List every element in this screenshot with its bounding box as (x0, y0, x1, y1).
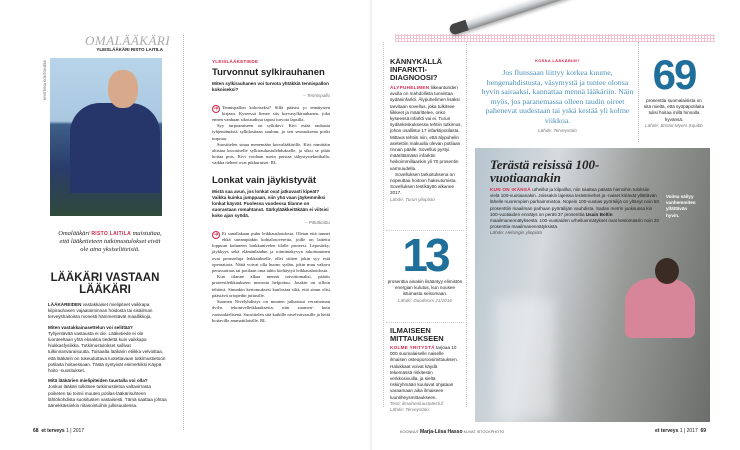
lead-caps: LÄÄKÄREIDEN (48, 302, 82, 307)
measurement-caps: KOLME YRITYSTÄ (390, 345, 435, 350)
credits-name: Marja-Liisa Hasso (419, 429, 463, 435)
author-photo (50, 58, 162, 216)
stat-69-value: 69 (652, 51, 696, 98)
intro-text: muistuttaa, että lääketieteen tutkimustulokset eivät ole aina yksiselitteisiä. (59, 230, 162, 253)
magazine-name: et terveys (655, 428, 679, 434)
article-2-p2: Kun tilanne alkaa mennä toivottomaksi, päätös proteesileikkaukseen menosta helpottuu. Jotakin on silloin tehtävä. Sinunkin kertomuksesi kuulostaa siltä, että sinun olisi päästävä ortopedin juttusille. (212, 274, 330, 298)
photo-credit: KRISTIINA KONTONIEMI (43, 60, 47, 100)
article-1-signature: – Tennispallo (303, 93, 330, 99)
column-title: OMALÄÄKÄRI (85, 33, 171, 48)
gutter (369, 0, 373, 450)
pink-band (395, 34, 715, 42)
face (108, 70, 138, 108)
article-2-question: Mistä saa avun, jos lonkat ovat jatkuvasti kipeät? Vaikka kuinka jumppaan, niin yhä vaan jäykemmiksi lonkat käyvät. Puolessa vuodessa tilanne on suorastaan romahtanut. Särkylääkkeitäkään ei viitsisi koko ajan syödä. (212, 188, 329, 219)
magazine-name: et terveys (41, 428, 65, 434)
section-label: YLEISLÄÄKETIEDE (212, 59, 259, 64)
article-2-p3: Suomen Nivelyhdistys on muuten julkaissut verrattoman dvd:n tekonivelleikkauksesta, niin suomen- kuin ruotsinkielisenä. Suosittelen sitä kaikille nivelvaivaisille ja heitä hoitaville ammattilaisille. RL (212, 299, 331, 323)
divider (638, 42, 639, 142)
question-1: Miten vastakkainasettelun voi selittää? (48, 324, 133, 330)
headline: LÄÄKÄRI VASTAAN LÄÄKÄRI (50, 272, 160, 296)
column-subtitle: YLEISLÄÄKÄRI RISTO LAITILA (96, 47, 163, 52)
feature-bold: Usain Boltin (585, 211, 613, 217)
feature-text-2: maailmanennätyksestä. 100-vuotiaiden urheiluennätykset ovat keskimäärin noin 20 prosenttia maailmanennätyksistä. (490, 218, 660, 230)
measurement-test-link[interactable]: Testi: ilmainenluustotesti.fi (390, 400, 444, 406)
measurement-box (386, 322, 464, 413)
issue: 1 | 2017 (66, 428, 85, 434)
article-1-title: Turvonnut sylkirauhanen (212, 67, 325, 78)
stat-13 (386, 230, 464, 304)
question-2: Mitä lääkärien mielipiteiden taustalla voi olla? (48, 378, 148, 384)
article-1-question: Miten sylkirauhanen voi turvota yhtäkkiä tennispallon kokoiseksi? (212, 81, 329, 93)
stat-69 (643, 52, 705, 129)
column-divider (183, 35, 184, 430)
intro (55, 230, 165, 254)
footer-right (655, 428, 706, 434)
stat-69-text: prosenttia suomalaisista on sitä mieltä, että syöpäpotilaita tulisi hoitaa millä hinnalla hyvänsä. (643, 98, 705, 122)
stat-69-source: Lähde: Bristol-Myers Squibb (645, 122, 703, 128)
feature-text: urheillut ja kilpaillut, niin saattaa päästä hienoihin tuloksiin vielä 100-vuotiaanakin. Joissakin lajeissa terästmiehet ja -naiset kiriävät yllättävän lähelle nuorempien parhaimmistoa. Nopein 100-vuotias pyöräilijä on yltänyt noin 50 prosenttiin maailman parhaan pyöräilijän vauhdista. Sadan metrin juoksussa kin 100-vuotiaiden ennätys on peräti 37 prosenttia (490, 187, 660, 217)
feature-caps: KUN ON IKÄNSÄ (490, 187, 531, 192)
article-1-p3: Suosittelen sinua menemään korvalääkärille. Kivi nimittäin altistaa krooniselle sylkirauhastulehdukselle, ja siksi se pitää hoitaa pois. Kivi voidaan usein poistaa tähystystekniikalla, vaikka tieheet ovat pikkuruiset. RL (212, 141, 330, 166)
article-1-p2: Syy turpoamiseen on sylkikivi. Kivi estää rauhasta tyhjentämästä sylkilastiaan suuhun, ja sen seurauksena poski turpoaa. (212, 123, 330, 141)
article-2-signature: – Pitkäkoittu (304, 219, 330, 225)
measurement-text: tarjoaa 10 000 suomalaiselle naiselle ilmaisen osteoporoosimittauksen. Halukkaat voivat käydä tekemässä riskitestin verkkosivuilla, ja sieltä riskiryhmään kuuluvat ohjataan varaamaan aika ilmaiseen luuntiheysmittaukseen. (390, 345, 458, 400)
runner-head (655, 258, 679, 284)
stat-13-source: Lähde: Duodecim 21/2016 (398, 297, 452, 303)
arrow-icon: ➔ (213, 105, 219, 112)
measurement-title: ILMAISEEN MITTAUKSEEN (390, 326, 444, 343)
lead: vastakkaiset mielipiteet vaikkapa kilpirauhasen vajaatoiminnan hoidosta tai sisäilman terveyshaitoista monesti hämmentävät maallikkoja. (48, 302, 153, 320)
intro-name: RISTO LAITILA (91, 231, 131, 237)
quote-box (480, 58, 635, 134)
measurement-source: Lähde: Terveystalo. (390, 407, 430, 413)
infarct-source: Lähde: Turun yliopisto (390, 196, 435, 202)
credits (400, 429, 504, 435)
infarct-text-2: Sovelluksen tarkoituksena on nopeuttaa hoitoon hakeutumista. Sovelluksen testikäyttö alkanee 2017. (390, 171, 457, 196)
quote-label: KOSKA LÄÄKÄRIIN? (535, 58, 580, 63)
quote-source: Lähde: Terveystalo (538, 127, 577, 133)
quote-text: Jos flunssaan liittyy korkea kuume, hengenahdistusta, väsymystä ja tuntee olonsa hyvin sairaaksi, kannattaa mennä lääkäriin. Näin myös, jos paranemassa olleen taudin oireet pahenevat uudestaan tai yskä kestää yli kolme viikkoa. (481, 68, 634, 125)
infarct-box (390, 58, 464, 203)
infarct-caps: ÄLYPUHELIMEN (390, 85, 430, 90)
feature (490, 158, 660, 237)
left-body (48, 302, 168, 409)
article-2-title: Lonkat vain jäykistyvät (212, 174, 317, 186)
article-1-p1: Tennispallon kokoiseksi? Sillä pääsisi jo ennätysten kirjaan. Kyseessä lienee siis korvasylkirauhanen, joka ennen vanhaan sikotaudissa tapasi turvota lapsilla. (212, 104, 330, 123)
feature-source: Lähde: Helsingin yliopisto (490, 230, 543, 236)
page-number: 68 (33, 428, 39, 434)
photo-caption: Voima säilyy vanhemmiten yllättävän hyvin. (666, 194, 696, 218)
page-number: 69 (700, 428, 707, 434)
article-1 (212, 67, 330, 324)
article-2-p1: Et sanallakaan puhu leikkaushoidosta. Oletan että tunnet ehkä useampiakin kohtalotovereita, joille on laitettu loppuun kuluneen lonkkanivelen tilalle proteesi. Leposärky, jäykkyys sekä elämänlaadun ja toimintakyvyn rakoituminen ovat perusteluja leikkaukselle, ellei siitten jokin syy estä operaatiota. Näitä voivat olla huono sydän, jokin muu vakava perussairaus tai potilaan oma tahto kieltäytyä leikkaushoidosta. (212, 230, 330, 274)
runner-figure (625, 278, 695, 338)
blurred-figure (495, 298, 555, 418)
infarct-text: liikeanturiden avulla on mahdollista tunnistaa sydäninfarkti. Älypuhelimen lisäksi tarvitaan sovellus, joka tulkitsee liikkeet ja määrittelee, onko kyseessä infarkti vai ei. Turun sydänkeskuksessa tehtiin tutkimus, johon osallistui 17 infarktipotilasta. Mittaus tehtiin niin, että älypuhelin asetettiin makuulla olevan potilaan rinnan päälle. Sovellus pystyi määrittämään infarktin heikoimmillaankin yli 70 prosentin varmuudella. (390, 85, 462, 171)
stat-13-value: 13 (402, 229, 448, 281)
credits-photo: KUVAT ISTOCKPHOTO (463, 430, 505, 434)
issue: 1 | 2017 (679, 428, 698, 434)
answer-2: Joskus lääkäri tulkitsee tutkimustietoa valtavirrasta poiketen tai toimii muuten potilas-lääkärisuhteen lähtökohdista suositusten vastaisesti. Tämä saattaa johtaa äänekkäisiinkin riitasointuihin julkisuudessa. (48, 384, 167, 409)
thermometer-image (448, 0, 613, 36)
feature-title: Terästä reisissä 100-vuotiaanakin (490, 157, 600, 185)
credits-label: KOONNUT (400, 430, 419, 434)
jacket (70, 103, 160, 193)
intro-prefix: Omalääkäri (58, 230, 90, 237)
footer-left (33, 428, 84, 434)
answer-1: Tyhjentävää vastausta ei ole. Lääketiede ei ole luonteeltaan yhtä eksaktia tiedettä kuin vaikkapa hiukkasfysiikka. Tutkimustulokset sallivat tulkinnanvaraisuutta. Toisaalta lääkärin etiikka velvoittaa, että lääkärin on tukeuduttava luotettavaan tutkimustietoon potilaita hoitaessaan. Tästä syntyivät esimerkiksi Käypä hoito -suositukset. (48, 330, 166, 374)
infarct-title: KÄNNYKÄLLÄ INFARKTI-DIAGNOOSI? (390, 57, 443, 82)
arrow-icon: ➔ (213, 231, 219, 238)
stat-13-text: prosenttia ainakin lisääntyy elimistön energian kulutus, kun nousee istumasta seisomaan. (387, 279, 463, 297)
